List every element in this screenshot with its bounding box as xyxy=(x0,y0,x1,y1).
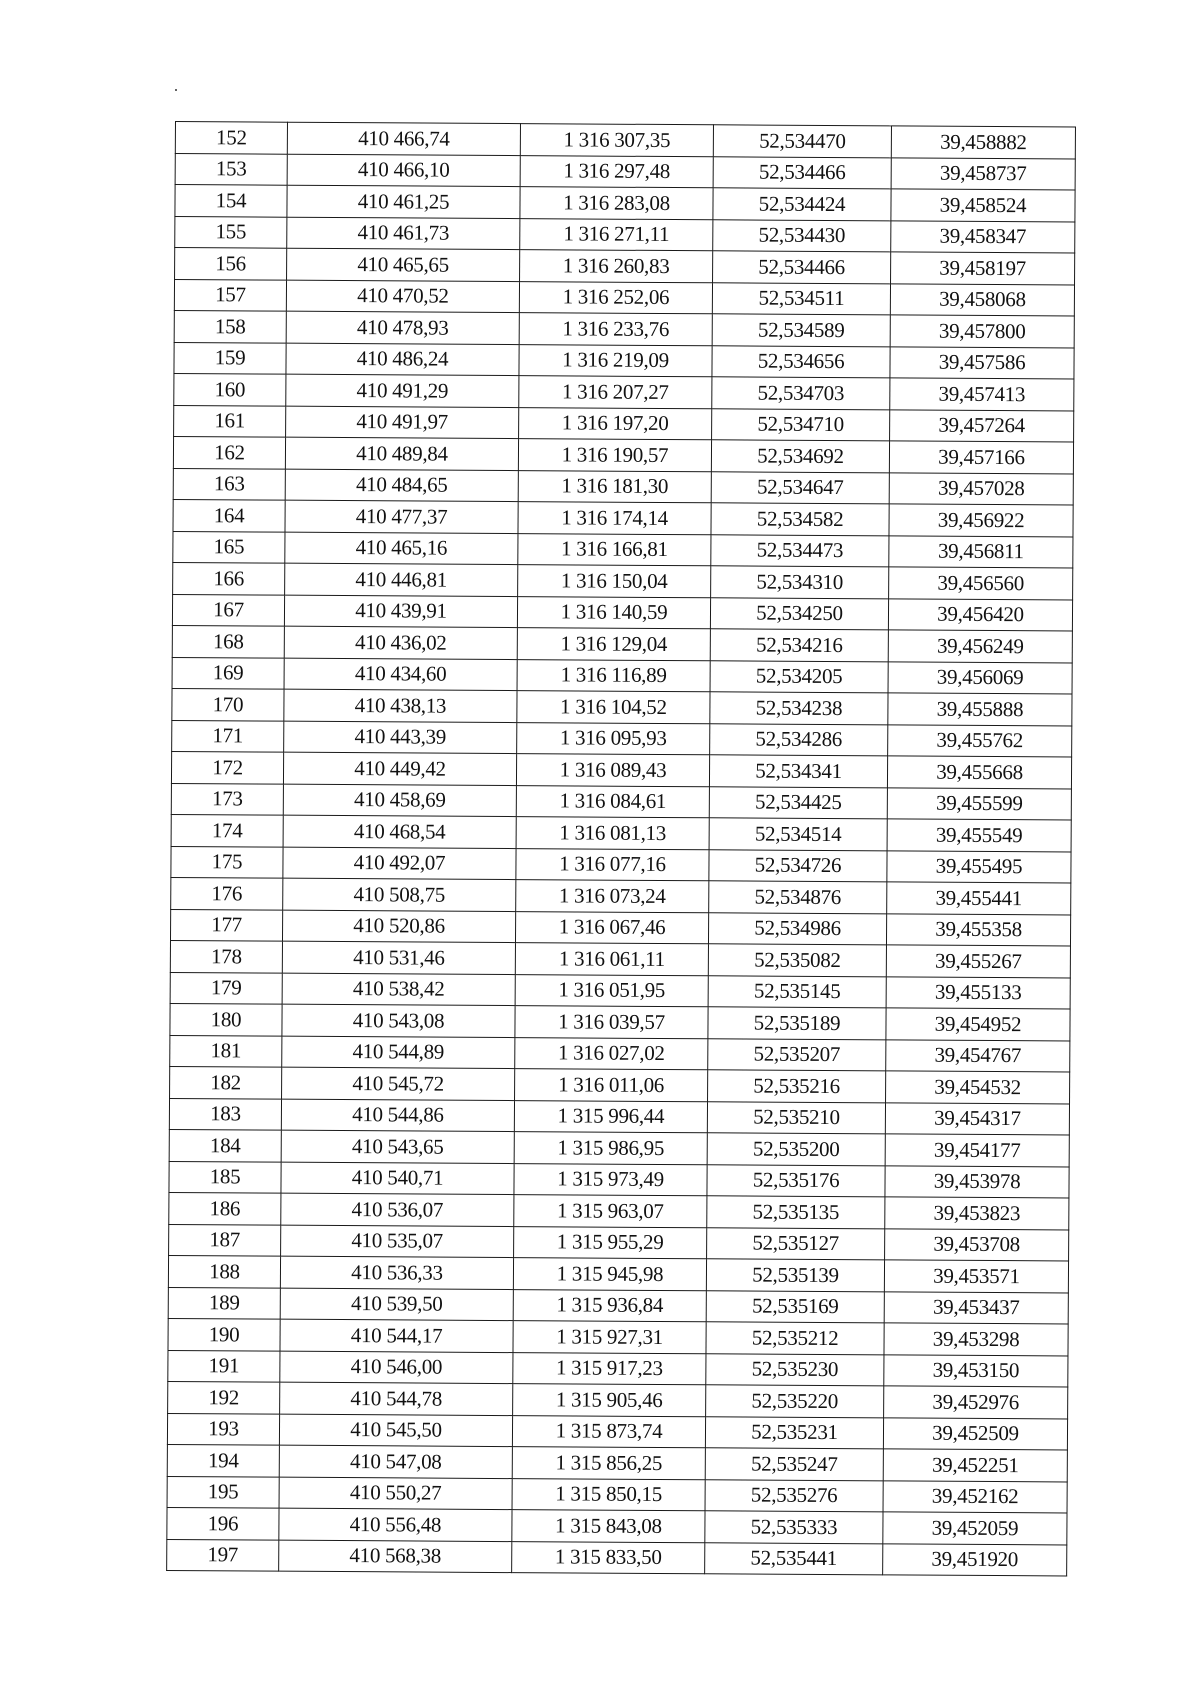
coordinates-table xyxy=(166,121,1076,1576)
x-coordinate-cell: 410 466,10 xyxy=(287,154,520,187)
latitude-cell: 52,535127 xyxy=(707,1227,885,1260)
latitude-cell: 52,534692 xyxy=(711,440,889,473)
x-coordinate-cell: 410 439,91 xyxy=(284,595,517,628)
point-number-cell: 152 xyxy=(175,122,287,154)
y-coordinate-cell: 1 315 955,29 xyxy=(514,1226,707,1259)
coordinates-table-body xyxy=(167,122,1076,1576)
y-coordinate-cell: 1 315 996,44 xyxy=(514,1100,707,1133)
longitude-cell: 39,458882 xyxy=(891,126,1075,159)
longitude-cell: 39,451920 xyxy=(883,1543,1067,1576)
y-coordinate-cell: 1 316 084,61 xyxy=(516,785,709,818)
latitude-cell: 52,534986 xyxy=(708,912,886,945)
longitude-cell: 39,454767 xyxy=(886,1039,1070,1072)
longitude-cell: 39,458737 xyxy=(891,157,1075,190)
y-coordinate-cell: 1 315 833,50 xyxy=(512,1541,705,1574)
x-coordinate-cell: 410 544,86 xyxy=(281,1099,514,1132)
longitude-cell: 39,453823 xyxy=(885,1197,1069,1230)
point-number-cell: 190 xyxy=(168,1318,280,1350)
point-number-cell: 184 xyxy=(169,1129,281,1161)
latitude-cell: 52,535169 xyxy=(706,1290,884,1323)
point-number-cell: 154 xyxy=(175,185,287,217)
latitude-cell: 52,535212 xyxy=(706,1322,884,1355)
longitude-cell: 39,452251 xyxy=(883,1449,1067,1482)
x-coordinate-cell: 410 434,60 xyxy=(284,658,517,691)
point-number-cell: 182 xyxy=(170,1066,282,1098)
longitude-cell: 39,453150 xyxy=(884,1354,1068,1387)
point-number-cell: 186 xyxy=(169,1192,281,1224)
point-number-cell: 175 xyxy=(171,846,283,878)
y-coordinate-cell: 1 316 297,48 xyxy=(520,155,713,188)
latitude-cell: 52,534286 xyxy=(710,723,888,756)
point-number-cell: 173 xyxy=(171,783,283,815)
point-number-cell: 155 xyxy=(175,216,287,248)
x-coordinate-cell: 410 489,84 xyxy=(285,437,518,470)
y-coordinate-cell: 1 316 061,11 xyxy=(515,943,708,976)
longitude-cell: 39,455495 xyxy=(887,850,1071,883)
latitude-cell: 52,535207 xyxy=(708,1038,886,1071)
x-coordinate-cell: 410 491,97 xyxy=(286,406,519,439)
point-number-cell: 158 xyxy=(174,310,286,342)
x-coordinate-cell: 410 436,02 xyxy=(284,626,517,659)
x-coordinate-cell: 410 547,08 xyxy=(279,1445,512,1478)
longitude-cell: 39,456560 xyxy=(889,567,1073,600)
longitude-cell: 39,455358 xyxy=(886,913,1070,946)
latitude-cell: 52,535231 xyxy=(705,1416,883,1449)
latitude-cell: 52,535333 xyxy=(705,1511,883,1544)
y-coordinate-cell: 1 316 073,24 xyxy=(516,880,709,913)
latitude-cell: 52,534473 xyxy=(711,534,889,567)
y-coordinate-cell: 1 316 089,43 xyxy=(516,754,709,787)
point-number-cell: 174 xyxy=(171,814,283,846)
point-number-cell: 170 xyxy=(172,688,284,720)
x-coordinate-cell: 410 531,46 xyxy=(282,941,515,974)
y-coordinate-cell: 1 316 197,20 xyxy=(519,407,712,440)
point-number-cell: 160 xyxy=(174,373,286,405)
latitude-cell: 52,535247 xyxy=(705,1448,883,1481)
longitude-cell: 39,458068 xyxy=(890,283,1074,316)
x-coordinate-cell: 410 484,65 xyxy=(285,469,518,502)
longitude-cell: 39,453437 xyxy=(884,1291,1068,1324)
longitude-cell: 39,456811 xyxy=(889,535,1073,568)
y-coordinate-cell: 1 315 986,95 xyxy=(514,1132,707,1165)
point-number-cell: 189 xyxy=(168,1287,280,1319)
y-coordinate-cell: 1 316 077,16 xyxy=(516,848,709,881)
y-coordinate-cell: 1 316 140,59 xyxy=(517,596,710,629)
x-coordinate-cell: 410 486,24 xyxy=(286,343,519,376)
x-coordinate-cell: 410 540,71 xyxy=(281,1162,514,1195)
y-coordinate-cell: 1 315 873,74 xyxy=(512,1415,705,1448)
y-coordinate-cell: 1 315 917,23 xyxy=(513,1352,706,1385)
point-number-cell: 188 xyxy=(168,1255,280,1287)
point-number-cell: 176 xyxy=(171,877,283,909)
longitude-cell: 39,454952 xyxy=(886,1008,1070,1041)
point-number-cell: 157 xyxy=(174,279,286,311)
latitude-cell: 52,535230 xyxy=(706,1353,884,1386)
point-number-cell: 171 xyxy=(172,720,284,752)
y-coordinate-cell: 1 315 936,84 xyxy=(513,1289,706,1322)
x-coordinate-cell: 410 492,07 xyxy=(283,847,516,880)
x-coordinate-cell: 410 446,81 xyxy=(285,563,518,596)
x-coordinate-cell: 410 466,74 xyxy=(287,122,520,155)
x-coordinate-cell: 410 544,78 xyxy=(280,1382,513,1415)
y-coordinate-cell: 1 316 011,06 xyxy=(515,1069,708,1102)
x-coordinate-cell: 410 465,65 xyxy=(287,248,520,281)
latitude-cell: 52,535210 xyxy=(707,1101,885,1134)
y-coordinate-cell: 1 316 067,46 xyxy=(515,911,708,944)
y-coordinate-cell: 1 316 104,52 xyxy=(517,691,710,724)
longitude-cell: 39,455441 xyxy=(887,882,1071,915)
point-number-cell: 162 xyxy=(173,436,285,468)
x-coordinate-cell: 410 465,16 xyxy=(285,532,518,565)
point-number-cell: 164 xyxy=(173,499,285,531)
x-coordinate-cell: 410 543,08 xyxy=(282,1004,515,1037)
y-coordinate-cell: 1 315 973,49 xyxy=(514,1163,707,1196)
longitude-cell: 39,456420 xyxy=(888,598,1072,631)
y-coordinate-cell: 1 316 219,09 xyxy=(519,344,712,377)
point-number-cell: 196 xyxy=(167,1507,279,1539)
point-number-cell: 197 xyxy=(167,1539,279,1571)
y-coordinate-cell: 1 316 271,11 xyxy=(520,218,713,251)
latitude-cell: 52,535200 xyxy=(707,1133,885,1166)
latitude-cell: 52,534310 xyxy=(711,566,889,599)
y-coordinate-cell: 1 316 095,93 xyxy=(517,722,710,755)
latitude-cell: 52,534470 xyxy=(713,125,891,158)
latitude-cell: 52,535220 xyxy=(706,1385,884,1418)
longitude-cell: 39,452162 xyxy=(883,1480,1067,1513)
latitude-cell: 52,534425 xyxy=(709,786,887,819)
x-coordinate-cell: 410 539,50 xyxy=(280,1288,513,1321)
latitude-cell: 52,534656 xyxy=(712,345,890,378)
x-coordinate-cell: 410 491,29 xyxy=(286,374,519,407)
x-coordinate-cell: 410 543,65 xyxy=(281,1130,514,1163)
x-coordinate-cell: 410 550,27 xyxy=(279,1477,512,1510)
latitude-cell: 52,534589 xyxy=(712,314,890,347)
x-coordinate-cell: 410 556,48 xyxy=(279,1508,512,1541)
x-coordinate-cell: 410 458,69 xyxy=(283,784,516,817)
x-coordinate-cell: 410 443,39 xyxy=(284,721,517,754)
latitude-cell: 52,534216 xyxy=(710,629,888,662)
latitude-cell: 52,534430 xyxy=(713,219,891,252)
longitude-cell: 39,455549 xyxy=(887,819,1071,852)
longitude-cell: 39,457264 xyxy=(890,409,1074,442)
y-coordinate-cell: 1 316 150,04 xyxy=(518,565,711,598)
point-number-cell: 180 xyxy=(170,1003,282,1035)
point-number-cell: 168 xyxy=(172,625,284,657)
point-number-cell: 172 xyxy=(171,751,283,783)
x-coordinate-cell: 410 536,33 xyxy=(280,1256,513,1289)
y-coordinate-cell: 1 316 252,06 xyxy=(519,281,712,314)
point-number-cell: 159 xyxy=(174,342,286,374)
longitude-cell: 39,457166 xyxy=(889,441,1073,474)
y-coordinate-cell: 1 316 233,76 xyxy=(519,313,712,346)
longitude-cell: 39,458197 xyxy=(891,252,1075,285)
y-coordinate-cell: 1 316 039,57 xyxy=(515,1006,708,1039)
latitude-cell: 52,534238 xyxy=(710,692,888,725)
longitude-cell: 39,455267 xyxy=(886,945,1070,978)
y-coordinate-cell: 1 315 963,07 xyxy=(514,1195,707,1228)
point-number-cell: 194 xyxy=(167,1444,279,1476)
x-coordinate-cell: 410 468,54 xyxy=(283,815,516,848)
longitude-cell: 39,457413 xyxy=(890,378,1074,411)
y-coordinate-cell: 1 315 927,31 xyxy=(513,1321,706,1354)
longitude-cell: 39,458347 xyxy=(891,220,1075,253)
y-coordinate-cell: 1 316 129,04 xyxy=(517,628,710,661)
latitude-cell: 52,535135 xyxy=(707,1196,885,1229)
y-coordinate-cell: 1 315 850,15 xyxy=(512,1478,705,1511)
point-number-cell: 192 xyxy=(168,1381,280,1413)
y-coordinate-cell: 1 316 190,57 xyxy=(518,439,711,472)
y-coordinate-cell: 1 316 081,13 xyxy=(516,817,709,850)
longitude-cell: 39,458524 xyxy=(891,189,1075,222)
x-coordinate-cell: 410 461,73 xyxy=(287,217,520,250)
x-coordinate-cell: 410 508,75 xyxy=(283,878,516,911)
longitude-cell: 39,455133 xyxy=(886,976,1070,1009)
y-coordinate-cell: 1 315 905,46 xyxy=(513,1384,706,1417)
point-number-cell: 153 xyxy=(175,153,287,185)
y-coordinate-cell: 1 316 166,81 xyxy=(518,533,711,566)
latitude-cell: 52,534703 xyxy=(712,377,890,410)
latitude-cell: 52,535441 xyxy=(705,1542,883,1575)
longitude-cell: 39,456922 xyxy=(889,504,1073,537)
y-coordinate-cell: 1 316 283,08 xyxy=(520,187,713,220)
point-number-cell: 179 xyxy=(170,972,282,1004)
point-number-cell: 165 xyxy=(173,531,285,563)
longitude-cell: 39,453298 xyxy=(884,1323,1068,1356)
x-coordinate-cell: 410 477,37 xyxy=(285,500,518,533)
point-number-cell: 166 xyxy=(173,562,285,594)
latitude-cell: 52,534205 xyxy=(710,660,888,693)
point-number-cell: 195 xyxy=(167,1476,279,1508)
longitude-cell: 39,453571 xyxy=(884,1260,1068,1293)
x-coordinate-cell: 410 461,25 xyxy=(287,185,520,218)
longitude-cell: 39,453708 xyxy=(885,1228,1069,1261)
latitude-cell: 52,534341 xyxy=(709,755,887,788)
y-coordinate-cell: 1 315 843,08 xyxy=(512,1510,705,1543)
point-number-cell: 156 xyxy=(175,248,287,280)
point-number-cell: 167 xyxy=(172,594,284,626)
latitude-cell: 52,535276 xyxy=(705,1479,883,1512)
x-coordinate-cell: 410 544,17 xyxy=(280,1319,513,1352)
latitude-cell: 52,534511 xyxy=(712,282,890,315)
latitude-cell: 52,535216 xyxy=(708,1070,886,1103)
latitude-cell: 52,534514 xyxy=(709,818,887,851)
longitude-cell: 39,454532 xyxy=(886,1071,1070,1104)
longitude-cell: 39,453978 xyxy=(885,1165,1069,1198)
longitude-cell: 39,455888 xyxy=(888,693,1072,726)
y-coordinate-cell: 1 316 051,95 xyxy=(515,974,708,1007)
latitude-cell: 52,535176 xyxy=(707,1164,885,1197)
x-coordinate-cell: 410 470,52 xyxy=(286,280,519,313)
y-coordinate-cell: 1 316 207,27 xyxy=(519,376,712,409)
y-coordinate-cell: 1 316 307,35 xyxy=(520,124,713,157)
latitude-cell: 52,535082 xyxy=(708,944,886,977)
point-number-cell: 161 xyxy=(174,405,286,437)
latitude-cell: 52,534466 xyxy=(713,156,891,189)
y-coordinate-cell: 1 316 174,14 xyxy=(518,502,711,535)
x-coordinate-cell: 410 438,13 xyxy=(284,689,517,722)
longitude-cell: 39,455668 xyxy=(887,756,1071,789)
longitude-cell: 39,457586 xyxy=(890,346,1074,379)
longitude-cell: 39,457028 xyxy=(889,472,1073,505)
point-number-cell: 177 xyxy=(170,909,282,941)
x-coordinate-cell: 410 536,07 xyxy=(281,1193,514,1226)
latitude-cell: 52,534710 xyxy=(712,408,890,441)
latitude-cell: 52,534466 xyxy=(713,251,891,284)
latitude-cell: 52,534876 xyxy=(709,881,887,914)
point-number-cell: 169 xyxy=(172,657,284,689)
longitude-cell: 39,456069 xyxy=(888,661,1072,694)
point-number-cell: 191 xyxy=(168,1350,280,1382)
latitude-cell: 52,535189 xyxy=(708,1007,886,1040)
y-coordinate-cell: 1 316 181,30 xyxy=(518,470,711,503)
longitude-cell: 39,452059 xyxy=(883,1512,1067,1545)
longitude-cell: 39,455599 xyxy=(887,787,1071,820)
latitude-cell: 52,534582 xyxy=(711,503,889,536)
latitude-cell: 52,534726 xyxy=(709,849,887,882)
latitude-cell: 52,534647 xyxy=(711,471,889,504)
point-number-cell: 181 xyxy=(170,1035,282,1067)
latitude-cell: 52,534424 xyxy=(713,188,891,221)
x-coordinate-cell: 410 568,38 xyxy=(279,1540,512,1573)
point-number-cell: 163 xyxy=(173,468,285,500)
longitude-cell: 39,457800 xyxy=(890,315,1074,348)
latitude-cell: 52,535139 xyxy=(706,1259,884,1292)
y-coordinate-cell: 1 316 260,83 xyxy=(520,250,713,283)
x-coordinate-cell: 410 546,00 xyxy=(280,1351,513,1384)
longitude-cell: 39,452509 xyxy=(883,1417,1067,1450)
longitude-cell: 39,455762 xyxy=(888,724,1072,757)
latitude-cell: 52,534250 xyxy=(710,597,888,630)
table-row xyxy=(167,1539,1067,1576)
point-number-cell: 178 xyxy=(170,940,282,972)
point-number-cell: 193 xyxy=(167,1413,279,1445)
longitude-cell: 39,454177 xyxy=(885,1134,1069,1167)
point-number-cell: 187 xyxy=(169,1224,281,1256)
x-coordinate-cell: 410 544,89 xyxy=(282,1036,515,1069)
x-coordinate-cell: 410 545,50 xyxy=(279,1414,512,1447)
x-coordinate-cell: 410 478,93 xyxy=(286,311,519,344)
x-coordinate-cell: 410 538,42 xyxy=(282,973,515,1006)
latitude-cell: 52,535145 xyxy=(708,975,886,1008)
x-coordinate-cell: 410 449,42 xyxy=(283,752,516,785)
x-coordinate-cell: 410 535,07 xyxy=(281,1225,514,1258)
longitude-cell: 39,454317 xyxy=(885,1102,1069,1135)
x-coordinate-cell: 410 545,72 xyxy=(282,1067,515,1100)
y-coordinate-cell: 1 316 116,89 xyxy=(517,659,710,692)
x-coordinate-cell: 410 520,86 xyxy=(282,910,515,943)
point-number-cell: 183 xyxy=(169,1098,281,1130)
longitude-cell: 39,456249 xyxy=(888,630,1072,663)
y-coordinate-cell: 1 316 027,02 xyxy=(515,1037,708,1070)
point-number-cell: 185 xyxy=(169,1161,281,1193)
longitude-cell: 39,452976 xyxy=(884,1386,1068,1419)
y-coordinate-cell: 1 315 945,98 xyxy=(513,1258,706,1291)
y-coordinate-cell: 1 315 856,25 xyxy=(512,1447,705,1480)
scan-speck xyxy=(175,89,177,91)
